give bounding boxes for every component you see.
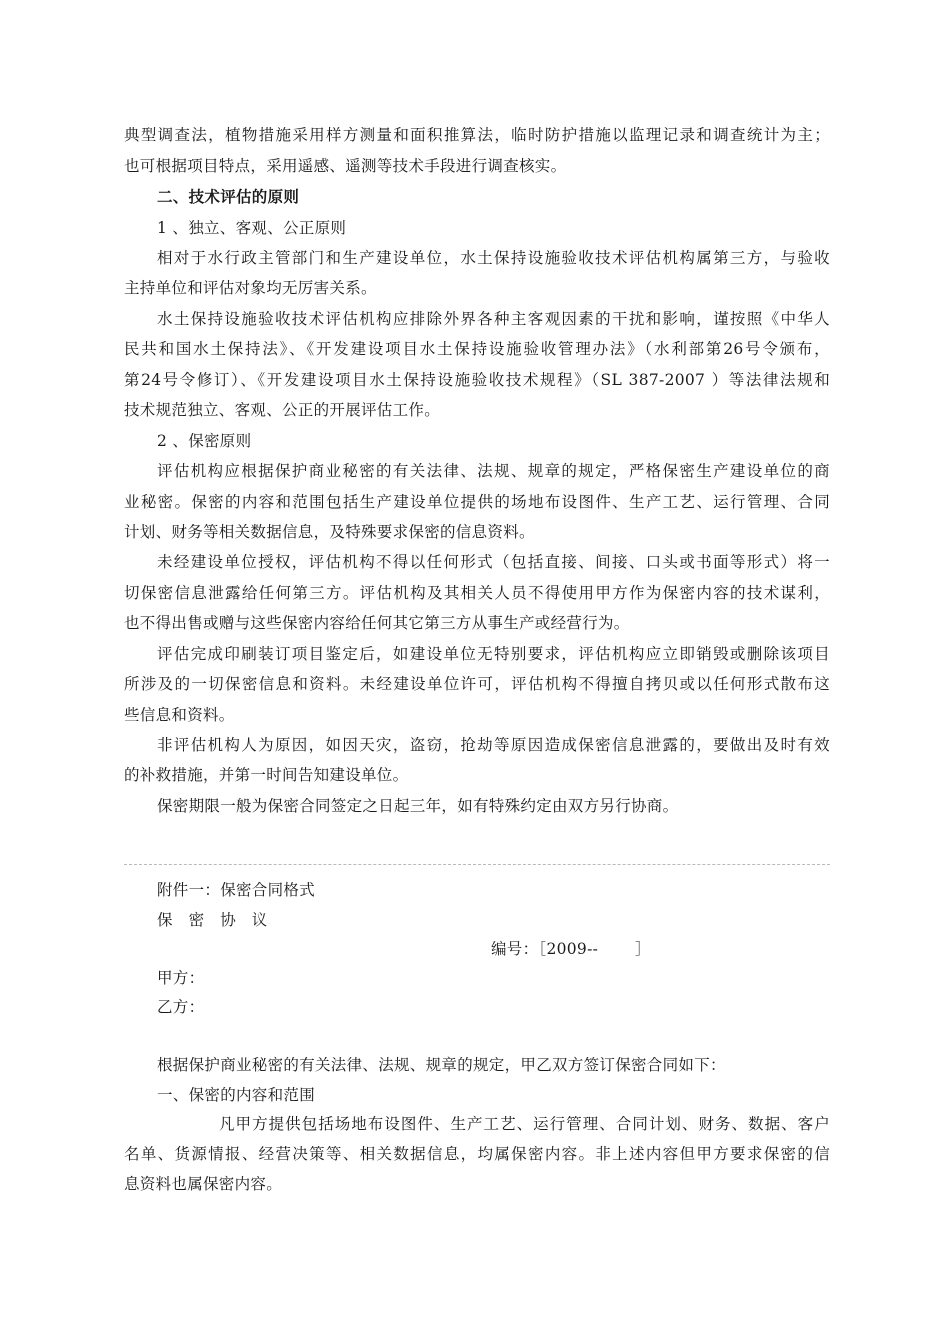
- principle-2-para-a-line-2: 业秘密。保密的内容和范围包括生产建设单位提供的场地布设图件、生产工艺、运行管理、合同: [124, 493, 830, 511]
- principle-2-para-e-line-1: 保密期限一般为保密合同签定之日起三年，如有特殊约定由双方另行协商。: [157, 797, 679, 815]
- agreement-number: 编号：［2009-- ］: [491, 940, 651, 958]
- principle-1-para-b-line-2: 民共和国水土保持法》、《开发建设项目水土保持设施验收管理办法》（水利部第26号令颁布，: [124, 340, 830, 358]
- agreement-title: 保 密 协 议: [157, 911, 268, 929]
- principle-2-para-a-line-1: 评估机构应根据保护商业秘密的有关法律、法规、规章的规定，严格保密生产建设单位的商: [157, 462, 830, 480]
- principle-2-para-a-line-3: 计划、财务等相关数据信息，及特殊要求保密的信息资料。: [124, 523, 535, 541]
- party-a-label: 甲方：: [157, 969, 205, 987]
- principle-1-para-a-line-2: 主持单位和评估对象均无厉害关系。: [124, 279, 377, 297]
- section-1-title: 一、保密的内容和范围: [157, 1086, 316, 1104]
- principle-2-para-b-line-2: 切保密信息泄露给任何第三方。评估机构及其相关人员不得使用甲方作为保密内容的技术谋利，: [124, 584, 830, 602]
- principle-2-para-d-line-1: 非评估机构人为原因，如因天灾，盗窃，抢劫等原因造成保密信息泄露的，要做出及时有效: [157, 736, 830, 754]
- principle-2-para-c-line-3: 些信息和资料。: [124, 706, 235, 724]
- section-1-line-2: 名单、货源情报、经营决策等、相关数据信息，均属保密内容。非上述内容但甲方要求保密的信: [124, 1145, 830, 1163]
- principle-2-para-c-line-2: 所涉及的一切保密信息和资料。未经建设单位许可，评估机构不得擅自拷贝或以任何形式散布这: [124, 675, 830, 693]
- principle-1-para-b-line-4: 技术规范独立、客观、公正的开展评估工作。: [124, 401, 441, 419]
- method-paragraph-line-1: 典型调查法，植物措施采用样方测量和面积推算法，临时防护措施以监理记录和调查统计为主；: [124, 126, 830, 144]
- section-heading-principles: 二、技术评估的原则: [157, 187, 300, 206]
- principle-2-para-b-line-1: 未经建设单位授权，评估机构不得以任何形式（包括直接、间接、口头或书面等形式）将一: [157, 553, 830, 571]
- principle-2-para-c-line-1: 评估完成印刷装订项目鉴定后，如建设单位无特别要求，评估机构应立即销毁或删除该项目: [157, 645, 830, 663]
- page-divider: [124, 864, 830, 865]
- principle-2-title: 2 、保密原则: [157, 432, 252, 450]
- section-1-line-3: 息资料也属保密内容。: [124, 1175, 283, 1193]
- section-1-line-1: 凡甲方提供包括场地布设图件、生产工艺、运行管理、合同计划、财务、数据、客户: [219, 1115, 830, 1133]
- principle-1-para-b-line-1: 水土保持设施验收技术评估机构应排除外界各种主客观因素的干扰和影响，谨按照《中华人: [157, 310, 830, 328]
- principle-1-title: 1 、独立、客观、公正原则: [157, 219, 347, 237]
- principle-1-para-a-line-1: 相对于水行政主管部门和生产建设单位，水土保持设施验收技术评估机构属第三方，与验收: [157, 249, 830, 267]
- principle-2-para-d-line-2: 的补救措施，并第一时间告知建设单位。: [124, 766, 409, 784]
- principle-2-para-b-line-3: 也不得出售或赠与这些保密内容给任何其它第三方从事生产或经营行为。: [124, 614, 630, 632]
- appendix-title: 附件一：保密合同格式: [157, 881, 316, 899]
- principle-1-para-b-line-3: 第24号令修订）、《开发建设项目水土保持设施验收技术规程》（SL 387-2007 ）等法律法规和: [124, 371, 830, 389]
- method-paragraph-line-2: 也可根据项目特点，采用遥感、遥测等技术手段进行调查核实。: [124, 157, 567, 175]
- agreement-intro: 根据保护商业秘密的有关法律、法规、规章的规定，甲乙双方签订保密合同如下：: [157, 1056, 726, 1074]
- party-b-label: 乙方：: [157, 998, 205, 1016]
